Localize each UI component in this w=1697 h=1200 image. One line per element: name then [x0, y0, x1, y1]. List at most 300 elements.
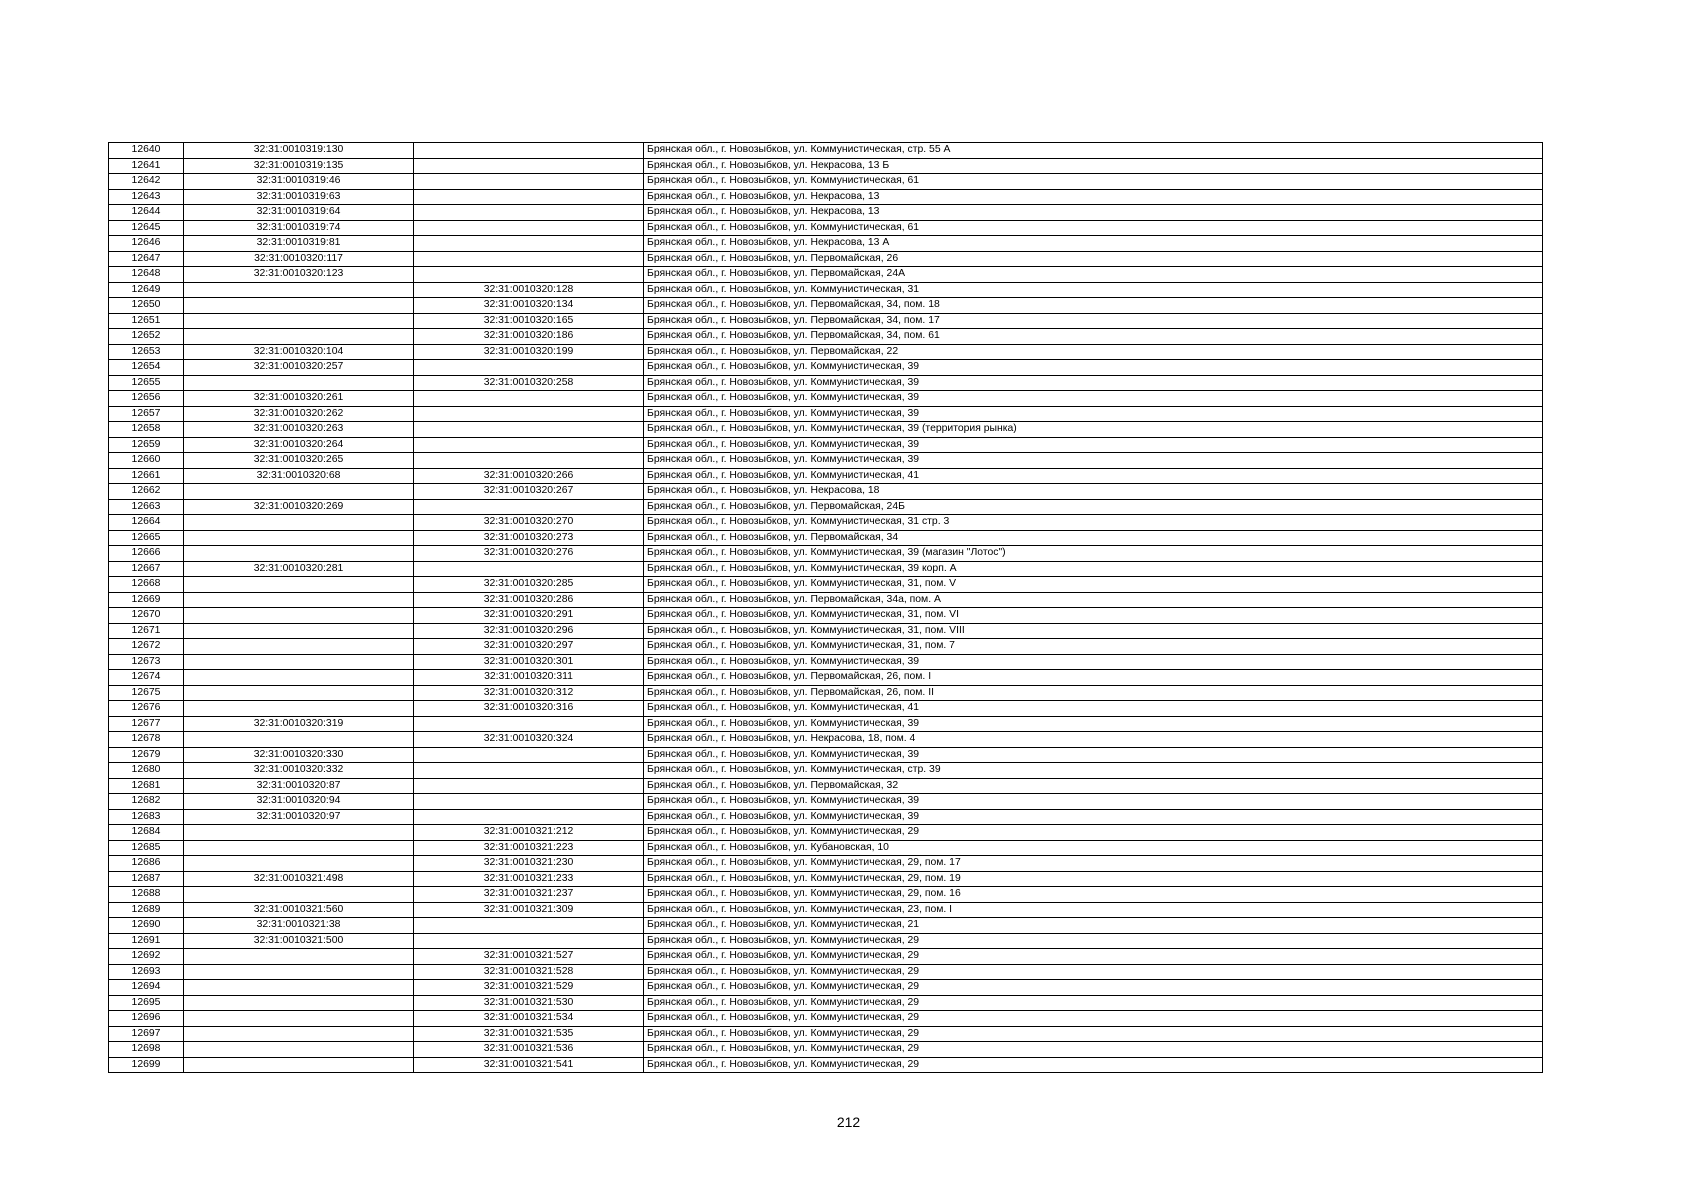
- linked-cadastral-number-cell: 32:31:0010320:324: [414, 732, 644, 748]
- cadastral-number-cell: 32:31:0010321:560: [184, 902, 414, 918]
- row-number-cell: 12689: [109, 902, 184, 918]
- address-cell: Брянская обл., г. Новозыбков, ул. Кубановская, 10: [644, 840, 1543, 856]
- table-row: [109, 282, 1543, 298]
- address-cell: Брянская обл., г. Новозыбков, ул. Коммунистическая, 39: [644, 809, 1543, 825]
- linked-cadastral-number-cell: [414, 933, 644, 949]
- row-number-cell: 12678: [109, 732, 184, 748]
- cadastral-number-cell: 32:31:0010319:46: [184, 174, 414, 190]
- row-number-cell: 12648: [109, 267, 184, 283]
- address-cell: Брянская обл., г. Новозыбков, ул. Коммунистическая, 29, пом. 19: [644, 871, 1543, 887]
- table-row: [109, 220, 1543, 236]
- address-cell: Брянская обл., г. Новозыбков, ул. Коммунистическая, 29: [644, 825, 1543, 841]
- address-cell: Брянская обл., г. Новозыбков, ул. Коммунистическая, 31 стр. 3: [644, 515, 1543, 531]
- address-cell: Брянская обл., г. Новозыбков, ул. Коммунистическая, 39: [644, 453, 1543, 469]
- table-row: [109, 856, 1543, 872]
- address-cell: Брянская обл., г. Новозыбков, ул. Некрасова, 18, пом. 4: [644, 732, 1543, 748]
- address-cell: Брянская обл., г. Новозыбков, ул. Коммунистическая, 29, пом. 16: [644, 887, 1543, 903]
- row-number-cell: 12665: [109, 530, 184, 546]
- address-cell: Брянская обл., г. Новозыбков, ул. Коммунистическая, 29: [644, 995, 1543, 1011]
- row-number-cell: 12652: [109, 329, 184, 345]
- address-cell: Брянская обл., г. Новозыбков, ул. Коммунистическая, 39: [644, 391, 1543, 407]
- address-cell: Брянская обл., г. Новозыбков, ул. Некрасова, 13 Б: [644, 158, 1543, 174]
- address-cell: Брянская обл., г. Новозыбков, ул. Коммунистическая, 39: [644, 375, 1543, 391]
- table-row: [109, 406, 1543, 422]
- row-number-cell: 12641: [109, 158, 184, 174]
- row-number-cell: 12662: [109, 484, 184, 500]
- linked-cadastral-number-cell: [414, 251, 644, 267]
- cadastral-number-cell: 32:31:0010320:332: [184, 763, 414, 779]
- table-row: [109, 158, 1543, 174]
- row-number-cell: 12656: [109, 391, 184, 407]
- cadastral-number-cell: 32:31:0010319:63: [184, 189, 414, 205]
- table-row: [109, 701, 1543, 717]
- row-number-cell: 12643: [109, 189, 184, 205]
- address-cell: Брянская обл., г. Новозыбков, ул. Первомайская, 34, пом. 17: [644, 313, 1543, 329]
- linked-cadastral-number-cell: 32:31:0010320:258: [414, 375, 644, 391]
- row-number-cell: 12674: [109, 670, 184, 686]
- linked-cadastral-number-cell: 32:31:0010320:276: [414, 546, 644, 562]
- address-cell: Брянская обл., г. Новозыбков, ул. Коммунистическая, 39: [644, 437, 1543, 453]
- linked-cadastral-number-cell: 32:31:0010320:199: [414, 344, 644, 360]
- cadastral-number-cell: [184, 592, 414, 608]
- linked-cadastral-number-cell: 32:31:0010320:297: [414, 639, 644, 655]
- row-number-cell: 12667: [109, 561, 184, 577]
- table-row: [109, 236, 1543, 252]
- table-row: [109, 623, 1543, 639]
- table-row: [109, 437, 1543, 453]
- cadastral-number-cell: 32:31:0010320:330: [184, 747, 414, 763]
- linked-cadastral-number-cell: 32:31:0010320:186: [414, 329, 644, 345]
- table-row: [109, 1026, 1543, 1042]
- cadastral-number-cell: [184, 530, 414, 546]
- table-row: [109, 298, 1543, 314]
- table-row: [109, 654, 1543, 670]
- table-row: [109, 809, 1543, 825]
- cadastral-number-cell: [184, 298, 414, 314]
- address-cell: Брянская обл., г. Новозыбков, ул. Коммунистическая, 31: [644, 282, 1543, 298]
- address-cell: Брянская обл., г. Новозыбков, ул. Коммунистическая, 39: [644, 654, 1543, 670]
- linked-cadastral-number-cell: 32:31:0010320:311: [414, 670, 644, 686]
- page-number: 212: [836, 1114, 861, 1130]
- cadastral-number-cell: [184, 840, 414, 856]
- table-row: [109, 670, 1543, 686]
- linked-cadastral-number-cell: 32:31:0010321:237: [414, 887, 644, 903]
- linked-cadastral-number-cell: [414, 360, 644, 376]
- cadastral-number-cell: [184, 964, 414, 980]
- cadastral-number-cell: [184, 1042, 414, 1058]
- row-number-cell: 12686: [109, 856, 184, 872]
- table-row: [109, 205, 1543, 221]
- address-cell: Брянская обл., г. Новозыбков, ул. Коммунистическая, 29: [644, 949, 1543, 965]
- row-number-cell: 12659: [109, 437, 184, 453]
- cadastral-number-cell: 32:31:0010320:261: [184, 391, 414, 407]
- address-cell: Брянская обл., г. Новозыбков, ул. Коммунистическая, 39: [644, 360, 1543, 376]
- cadastral-number-cell: [184, 329, 414, 345]
- address-cell: Брянская обл., г. Новозыбков, ул. Первомайская, 34а, пом. А: [644, 592, 1543, 608]
- cadastral-number-cell: 32:31:0010320:263: [184, 422, 414, 438]
- table-row: [109, 902, 1543, 918]
- linked-cadastral-number-cell: 32:31:0010320:291: [414, 608, 644, 624]
- linked-cadastral-number-cell: 32:31:0010320:266: [414, 468, 644, 484]
- address-cell: Брянская обл., г. Новозыбков, ул. Некрасова, 18: [644, 484, 1543, 500]
- linked-cadastral-number-cell: [414, 391, 644, 407]
- cadastral-number-cell: [184, 623, 414, 639]
- linked-cadastral-number-cell: [414, 499, 644, 515]
- cadastral-number-cell: [184, 546, 414, 562]
- cadastral-number-cell: 32:31:0010320:281: [184, 561, 414, 577]
- address-cell: Брянская обл., г. Новозыбков, ул. Некрасова, 13: [644, 205, 1543, 221]
- row-number-cell: 12684: [109, 825, 184, 841]
- table-row: [109, 685, 1543, 701]
- row-number-cell: 12646: [109, 236, 184, 252]
- address-cell: Брянская обл., г. Новозыбков, ул. Коммунистическая, 39 (территория рынка): [644, 422, 1543, 438]
- row-number-cell: 12695: [109, 995, 184, 1011]
- cadastral-number-cell: [184, 654, 414, 670]
- linked-cadastral-number-cell: [414, 406, 644, 422]
- row-number-cell: 12693: [109, 964, 184, 980]
- table-row: [109, 546, 1543, 562]
- table-row: [109, 267, 1543, 283]
- row-number-cell: 12679: [109, 747, 184, 763]
- row-number-cell: 12688: [109, 887, 184, 903]
- table-row: [109, 763, 1543, 779]
- cadastral-number-cell: [184, 484, 414, 500]
- linked-cadastral-number-cell: [414, 220, 644, 236]
- row-number-cell: 12666: [109, 546, 184, 562]
- row-number-cell: 12683: [109, 809, 184, 825]
- row-number-cell: 12691: [109, 933, 184, 949]
- address-cell: Брянская обл., г. Новозыбков, ул. Коммунистическая, 23, пом. I: [644, 902, 1543, 918]
- cadastral-number-cell: [184, 1026, 414, 1042]
- row-number-cell: 12645: [109, 220, 184, 236]
- table-row: [109, 1057, 1543, 1073]
- row-number-cell: 12642: [109, 174, 184, 190]
- address-cell: Брянская обл., г. Новозыбков, ул. Коммунистическая, 21: [644, 918, 1543, 934]
- table-row: [109, 422, 1543, 438]
- row-number-cell: 12651: [109, 313, 184, 329]
- linked-cadastral-number-cell: [414, 778, 644, 794]
- address-cell: Брянская обл., г. Новозыбков, ул. Первомайская, 24А: [644, 267, 1543, 283]
- cadastral-number-cell: 32:31:0010320:269: [184, 499, 414, 515]
- address-cell: Брянская обл., г. Новозыбков, ул. Коммунистическая, 31, пом. VIII: [644, 623, 1543, 639]
- registry-table-body: [109, 143, 1543, 1073]
- table-row: [109, 949, 1543, 965]
- table-row: [109, 1011, 1543, 1027]
- table-row: [109, 499, 1543, 515]
- cadastral-number-cell: [184, 1011, 414, 1027]
- row-number-cell: 12661: [109, 468, 184, 484]
- cadastral-number-cell: 32:31:0010320:264: [184, 437, 414, 453]
- linked-cadastral-number-cell: 32:31:0010321:541: [414, 1057, 644, 1073]
- table-row: [109, 778, 1543, 794]
- row-number-cell: 12647: [109, 251, 184, 267]
- table-row: [109, 143, 1543, 159]
- cadastral-number-cell: [184, 685, 414, 701]
- row-number-cell: 12653: [109, 344, 184, 360]
- address-cell: Брянская обл., г. Новозыбков, ул. Коммунистическая, 41: [644, 468, 1543, 484]
- address-cell: Брянская обл., г. Новозыбков, ул. Первомайская, 26, пом. I: [644, 670, 1543, 686]
- address-cell: Брянская обл., г. Новозыбков, ул. Коммунистическая, 39 (магазин "Лотос"): [644, 546, 1543, 562]
- address-cell: Брянская обл., г. Новозыбков, ул. Первомайская, 22: [644, 344, 1543, 360]
- table-row: [109, 360, 1543, 376]
- linked-cadastral-number-cell: [414, 809, 644, 825]
- cadastral-number-cell: [184, 577, 414, 593]
- cadastral-number-cell: [184, 313, 414, 329]
- row-number-cell: 12680: [109, 763, 184, 779]
- table-row: [109, 484, 1543, 500]
- row-number-cell: 12687: [109, 871, 184, 887]
- cadastral-number-cell: 32:31:0010320:104: [184, 344, 414, 360]
- row-number-cell: 12663: [109, 499, 184, 515]
- table-row: [109, 592, 1543, 608]
- table-row: [109, 918, 1543, 934]
- table-row: [109, 964, 1543, 980]
- cadastral-number-cell: [184, 608, 414, 624]
- linked-cadastral-number-cell: 32:31:0010321:309: [414, 902, 644, 918]
- cadastral-number-cell: 32:31:0010320:68: [184, 468, 414, 484]
- row-number-cell: 12672: [109, 639, 184, 655]
- table-row: [109, 530, 1543, 546]
- table-row: [109, 825, 1543, 841]
- cadastral-number-cell: 32:31:0010320:87: [184, 778, 414, 794]
- row-number-cell: 12673: [109, 654, 184, 670]
- table-row: [109, 174, 1543, 190]
- table-row: [109, 608, 1543, 624]
- address-cell: Брянская обл., г. Новозыбков, ул. Первомайская, 24Б: [644, 499, 1543, 515]
- row-number-cell: 12692: [109, 949, 184, 965]
- table-row: [109, 189, 1543, 205]
- linked-cadastral-number-cell: 32:31:0010321:528: [414, 964, 644, 980]
- linked-cadastral-number-cell: 32:31:0010320:312: [414, 685, 644, 701]
- table-row: [109, 375, 1543, 391]
- table-row: [109, 995, 1543, 1011]
- row-number-cell: 12676: [109, 701, 184, 717]
- registry-table: [108, 142, 1543, 1073]
- linked-cadastral-number-cell: 32:31:0010321:233: [414, 871, 644, 887]
- linked-cadastral-number-cell: [414, 267, 644, 283]
- row-number-cell: 12670: [109, 608, 184, 624]
- cadastral-number-cell: [184, 856, 414, 872]
- cadastral-number-cell: [184, 995, 414, 1011]
- address-cell: Брянская обл., г. Новозыбков, ул. Коммунистическая, стр. 55 А: [644, 143, 1543, 159]
- row-number-cell: 12699: [109, 1057, 184, 1073]
- cadastral-number-cell: [184, 375, 414, 391]
- linked-cadastral-number-cell: 32:31:0010320:165: [414, 313, 644, 329]
- row-number-cell: 12697: [109, 1026, 184, 1042]
- row-number-cell: 12698: [109, 1042, 184, 1058]
- address-cell: Брянская обл., г. Новозыбков, ул. Некрасова, 13: [644, 189, 1543, 205]
- row-number-cell: 12655: [109, 375, 184, 391]
- address-cell: Брянская обл., г. Новозыбков, ул. Коммунистическая, 39 корп. А: [644, 561, 1543, 577]
- cadastral-number-cell: [184, 732, 414, 748]
- linked-cadastral-number-cell: 32:31:0010320:285: [414, 577, 644, 593]
- row-number-cell: 12654: [109, 360, 184, 376]
- address-cell: Брянская обл., г. Новозыбков, ул. Коммунистическая, 61: [644, 220, 1543, 236]
- address-cell: Брянская обл., г. Новозыбков, ул. Коммунистическая, 29: [644, 980, 1543, 996]
- table-row: [109, 313, 1543, 329]
- cadastral-number-cell: 32:31:0010320:262: [184, 406, 414, 422]
- table-row: [109, 887, 1543, 903]
- linked-cadastral-number-cell: [414, 174, 644, 190]
- cadastral-number-cell: 32:31:0010319:135: [184, 158, 414, 174]
- cadastral-number-cell: 32:31:0010321:498: [184, 871, 414, 887]
- address-cell: Брянская обл., г. Новозыбков, ул. Первомайская, 34, пом. 18: [644, 298, 1543, 314]
- linked-cadastral-number-cell: [414, 561, 644, 577]
- table-row: [109, 1042, 1543, 1058]
- row-number-cell: 12694: [109, 980, 184, 996]
- row-number-cell: 12690: [109, 918, 184, 934]
- address-cell: Брянская обл., г. Новозыбков, ул. Коммунистическая, 29: [644, 933, 1543, 949]
- row-number-cell: 12685: [109, 840, 184, 856]
- row-number-cell: 12681: [109, 778, 184, 794]
- row-number-cell: 12696: [109, 1011, 184, 1027]
- table-row: [109, 871, 1543, 887]
- table-row: [109, 468, 1543, 484]
- row-number-cell: 12669: [109, 592, 184, 608]
- table-row: [109, 747, 1543, 763]
- address-cell: Брянская обл., г. Новозыбков, ул. Первомайская, 32: [644, 778, 1543, 794]
- table-row: [109, 716, 1543, 732]
- linked-cadastral-number-cell: 32:31:0010321:223: [414, 840, 644, 856]
- linked-cadastral-number-cell: 32:31:0010321:530: [414, 995, 644, 1011]
- address-cell: Брянская обл., г. Новозыбков, ул. Коммунистическая, 39: [644, 747, 1543, 763]
- address-cell: Брянская обл., г. Новозыбков, ул. Коммунистическая, 31, пом. V: [644, 577, 1543, 593]
- linked-cadastral-number-cell: 32:31:0010321:534: [414, 1011, 644, 1027]
- row-number-cell: 12657: [109, 406, 184, 422]
- cadastral-number-cell: [184, 701, 414, 717]
- linked-cadastral-number-cell: [414, 158, 644, 174]
- cadastral-number-cell: [184, 887, 414, 903]
- cadastral-number-cell: 32:31:0010320:117: [184, 251, 414, 267]
- row-number-cell: 12664: [109, 515, 184, 531]
- address-cell: Брянская обл., г. Новозыбков, ул. Коммунистическая, 39: [644, 716, 1543, 732]
- cadastral-number-cell: 32:31:0010320:94: [184, 794, 414, 810]
- cadastral-number-cell: [184, 515, 414, 531]
- cadastral-number-cell: 32:31:0010321:500: [184, 933, 414, 949]
- address-cell: Брянская обл., г. Новозыбков, ул. Первомайская, 34: [644, 530, 1543, 546]
- row-number-cell: 12677: [109, 716, 184, 732]
- address-cell: Брянская обл., г. Новозыбков, ул. Коммунистическая, 29, пом. 17: [644, 856, 1543, 872]
- linked-cadastral-number-cell: 32:31:0010321:212: [414, 825, 644, 841]
- cadastral-number-cell: 32:31:0010320:97: [184, 809, 414, 825]
- cadastral-number-cell: [184, 639, 414, 655]
- address-cell: Брянская обл., г. Новозыбков, ул. Коммунистическая, 31, пом. VI: [644, 608, 1543, 624]
- cadastral-number-cell: 32:31:0010321:38: [184, 918, 414, 934]
- address-cell: Брянская обл., г. Новозыбков, ул. Коммунистическая, 61: [644, 174, 1543, 190]
- row-number-cell: 12682: [109, 794, 184, 810]
- table-row: [109, 391, 1543, 407]
- cadastral-number-cell: 32:31:0010320:123: [184, 267, 414, 283]
- address-cell: Брянская обл., г. Новозыбков, ул. Коммунистическая, стр. 39: [644, 763, 1543, 779]
- linked-cadastral-number-cell: 32:31:0010320:270: [414, 515, 644, 531]
- linked-cadastral-number-cell: [414, 189, 644, 205]
- address-cell: Брянская обл., г. Новозыбков, ул. Коммунистическая, 41: [644, 701, 1543, 717]
- cadastral-number-cell: [184, 949, 414, 965]
- linked-cadastral-number-cell: [414, 437, 644, 453]
- row-number-cell: 12650: [109, 298, 184, 314]
- table-row: [109, 840, 1543, 856]
- address-cell: Брянская обл., г. Новозыбков, ул. Первомайская, 26: [644, 251, 1543, 267]
- linked-cadastral-number-cell: 32:31:0010320:286: [414, 592, 644, 608]
- linked-cadastral-number-cell: 32:31:0010320:301: [414, 654, 644, 670]
- row-number-cell: 12649: [109, 282, 184, 298]
- table-row: [109, 453, 1543, 469]
- table-row: [109, 732, 1543, 748]
- linked-cadastral-number-cell: [414, 422, 644, 438]
- address-cell: Брянская обл., г. Новозыбков, ул. Коммунистическая, 29: [644, 964, 1543, 980]
- linked-cadastral-number-cell: [414, 747, 644, 763]
- table-row: [109, 515, 1543, 531]
- address-cell: Брянская обл., г. Новозыбков, ул. Коммунистическая, 39: [644, 794, 1543, 810]
- address-cell: Брянская обл., г. Новозыбков, ул. Коммунистическая, 39: [644, 406, 1543, 422]
- table-row: [109, 251, 1543, 267]
- address-cell: Брянская обл., г. Новозыбков, ул. Коммунистическая, 29: [644, 1042, 1543, 1058]
- linked-cadastral-number-cell: [414, 794, 644, 810]
- address-cell: Брянская обл., г. Новозыбков, ул. Первомайская, 26, пом. II: [644, 685, 1543, 701]
- row-number-cell: 12658: [109, 422, 184, 438]
- cadastral-number-cell: 32:31:0010320:319: [184, 716, 414, 732]
- table-row: [109, 577, 1543, 593]
- linked-cadastral-number-cell: 32:31:0010321:527: [414, 949, 644, 965]
- row-number-cell: 12668: [109, 577, 184, 593]
- table-row: [109, 980, 1543, 996]
- linked-cadastral-number-cell: [414, 716, 644, 732]
- cadastral-number-cell: [184, 282, 414, 298]
- table-row: [109, 794, 1543, 810]
- cadastral-number-cell: 32:31:0010319:81: [184, 236, 414, 252]
- cadastral-number-cell: 32:31:0010320:265: [184, 453, 414, 469]
- linked-cadastral-number-cell: 32:31:0010321:230: [414, 856, 644, 872]
- cadastral-number-cell: [184, 980, 414, 996]
- linked-cadastral-number-cell: 32:31:0010320:134: [414, 298, 644, 314]
- table-row: [109, 933, 1543, 949]
- cadastral-number-cell: [184, 1057, 414, 1073]
- linked-cadastral-number-cell: 32:31:0010320:128: [414, 282, 644, 298]
- row-number-cell: 12644: [109, 205, 184, 221]
- row-number-cell: 12671: [109, 623, 184, 639]
- address-cell: Брянская обл., г. Новозыбков, ул. Некрасова, 13 А: [644, 236, 1543, 252]
- linked-cadastral-number-cell: [414, 763, 644, 779]
- address-cell: Брянская обл., г. Новозыбков, ул. Первомайская, 34, пом. 61: [644, 329, 1543, 345]
- linked-cadastral-number-cell: 32:31:0010321:535: [414, 1026, 644, 1042]
- linked-cadastral-number-cell: [414, 205, 644, 221]
- linked-cadastral-number-cell: 32:31:0010320:267: [414, 484, 644, 500]
- address-cell: Брянская обл., г. Новозыбков, ул. Коммунистическая, 29: [644, 1026, 1543, 1042]
- row-number-cell: 12660: [109, 453, 184, 469]
- row-number-cell: 12640: [109, 143, 184, 159]
- address-cell: Брянская обл., г. Новозыбков, ул. Коммунистическая, 29: [644, 1057, 1543, 1073]
- linked-cadastral-number-cell: [414, 236, 644, 252]
- cadastral-number-cell: 32:31:0010319:74: [184, 220, 414, 236]
- table-row: [109, 561, 1543, 577]
- table-row: [109, 329, 1543, 345]
- cadastral-number-cell: 32:31:0010319:64: [184, 205, 414, 221]
- cadastral-number-cell: 32:31:0010320:257: [184, 360, 414, 376]
- table-row: [109, 639, 1543, 655]
- linked-cadastral-number-cell: [414, 453, 644, 469]
- linked-cadastral-number-cell: 32:31:0010320:296: [414, 623, 644, 639]
- row-number-cell: 12675: [109, 685, 184, 701]
- address-cell: Брянская обл., г. Новозыбков, ул. Коммунистическая, 29: [644, 1011, 1543, 1027]
- table-row: [109, 344, 1543, 360]
- linked-cadastral-number-cell: 32:31:0010320:316: [414, 701, 644, 717]
- linked-cadastral-number-cell: [414, 918, 644, 934]
- linked-cadastral-number-cell: 32:31:0010320:273: [414, 530, 644, 546]
- linked-cadastral-number-cell: [414, 143, 644, 159]
- linked-cadastral-number-cell: 32:31:0010321:529: [414, 980, 644, 996]
- cadastral-number-cell: 32:31:0010319:130: [184, 143, 414, 159]
- cadastral-number-cell: [184, 825, 414, 841]
